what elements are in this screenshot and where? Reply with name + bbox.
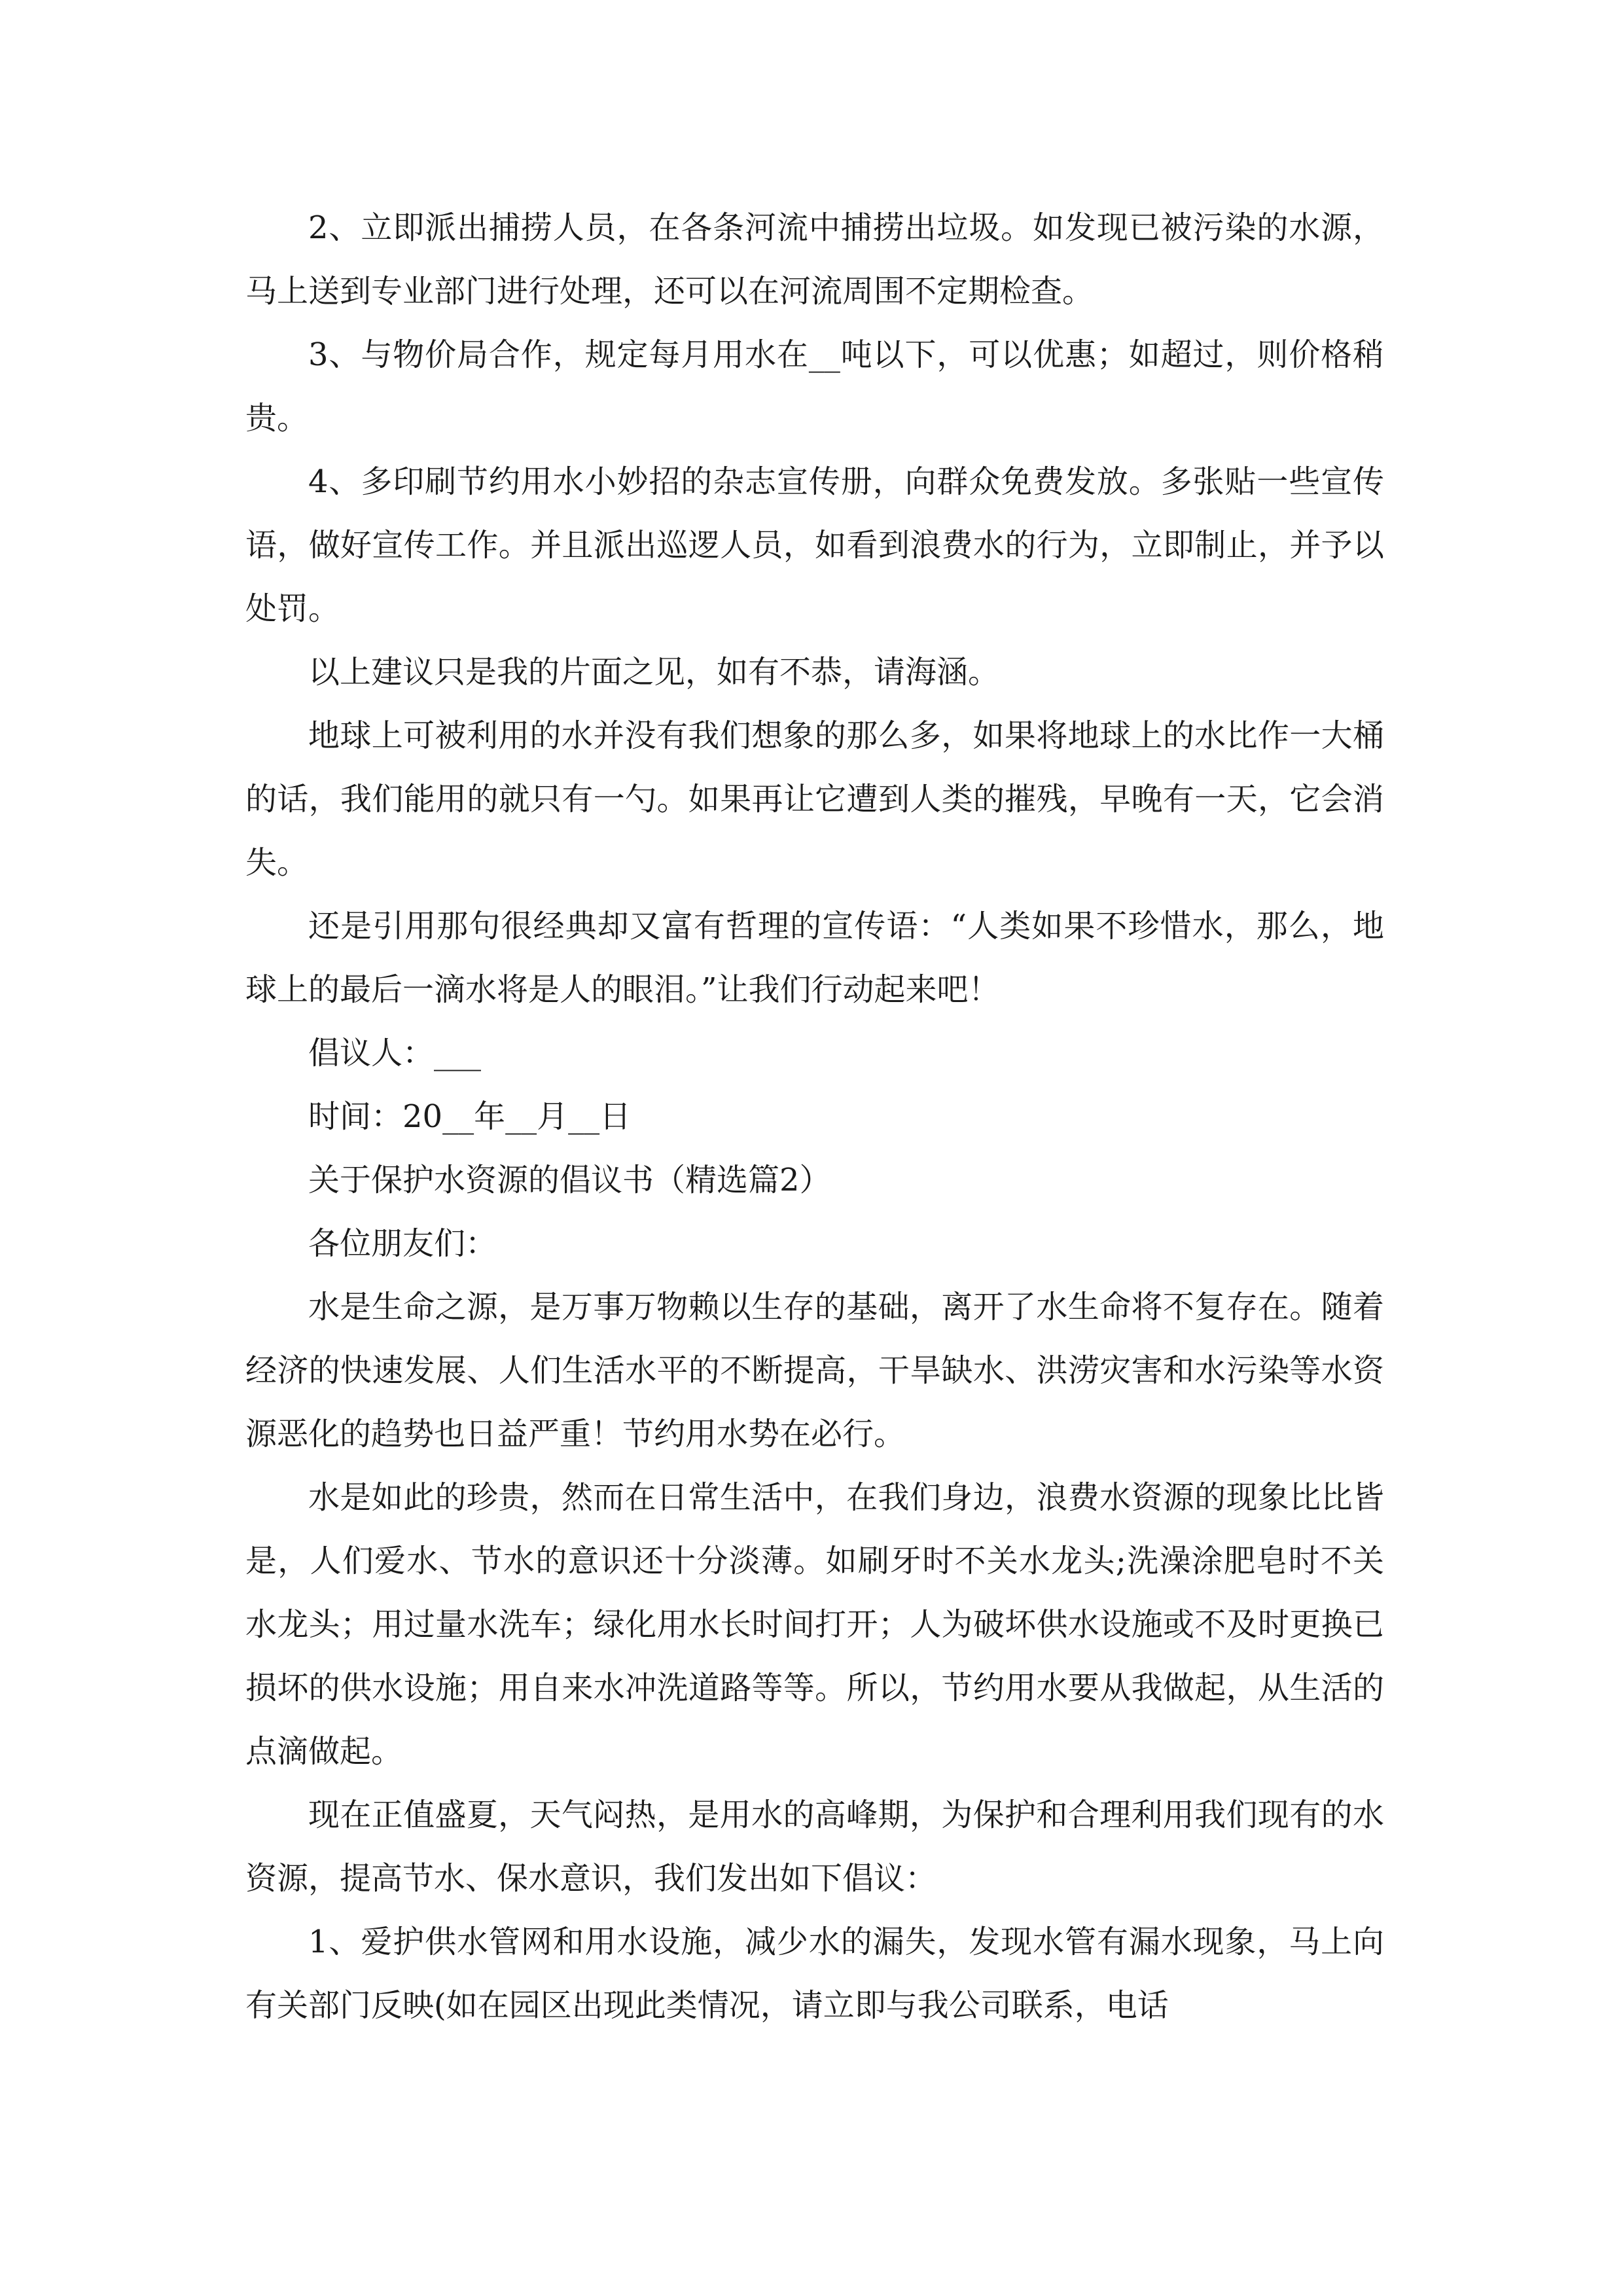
paragraph-water-source: 水是生命之源，是万事万物赖以生存的基础，离开了水生命将不复存在。随着经济的快速发展、人们生活水平的不断提高，干旱缺水、洪涝灾害和水污染等水资源恶化的趋势也日益严重！节约用水势在必行。	[245, 1289, 1384, 1452]
paragraph-item-3: 3、与物价局合作，规定每月用水在__吨以下，可以优惠；如超过，则价格稍贵。	[245, 336, 1384, 437]
document-body	[245, 196, 1384, 2037]
paragraph-water-waste: 水是如此的珍贵，然而在日常生活中，在我们身边，浪费水资源的现象比比皆是，人们爱水、节水的意识还十分淡薄。如刷牙时不关水龙头;洗澡涂肥皂时不关水龙头；用过量水洗车；绿化用水长时间打开；人为破坏供水设施或不及时更换已损坏的供水设施；用自来水冲洗道路等等。所以，节约用水要从我做起，从生活的点滴做起。	[245, 1479, 1384, 1770]
salutation: 各位朋友们：	[308, 1225, 497, 1262]
section-title: 关于保护水资源的倡议书（精选篇2）	[308, 1162, 831, 1198]
date-line: 时间：20__年__月__日	[308, 1098, 632, 1135]
paragraph-item-2: 2、立即派出捕捞人员，在各条河流中捕捞出垃圾。如发现已被污染的水源，马上送到专业部门进行处理，还可以在河流周围不定期检查。	[245, 209, 1384, 310]
paragraph-item-4: 4、多印刷节约用水小妙招的杂志宣传册，向群众免费发放。多张贴一些宣传语，做好宣传工作。并且派出巡逻人员，如看到浪费水的行为，立即制止，并予以处罚。	[245, 463, 1384, 627]
paragraph-water-scarcity: 地球上可被利用的水并没有我们想象的那么多，如果将地球上的水比作一大桶的话，我们能用的就只有一勺。如果再让它遭到人类的摧残，早晚有一天，它会消失。	[245, 717, 1384, 881]
proposer-line: 倡议人：___	[308, 1035, 482, 1071]
paragraph-closing-quote: 还是引用那句很经典却又富有哲理的宣传语：“人类如果不珍惜水，那么，地球上的最后一滴水将是人的眼泪。”让我们行动起来吧！	[245, 908, 1384, 1008]
paragraph-suggestion-note: 以上建议只是我的片面之见，如有不恭，请海涵。	[308, 654, 1000, 691]
paragraph-proposal-1: 1、爱护供水管网和用水设施，减少水的漏失，发现水管有漏水现象，马上向有关部门反映(如在园区出现此类情况，请立即与我公司联系，电话	[245, 1924, 1384, 2024]
paragraph-proposal-intro: 现在正值盛夏，天气闷热，是用水的高峰期，为保护和合理利用我们现有的水资源，提高节水、保水意识，我们发出如下倡议：	[245, 1797, 1384, 1897]
